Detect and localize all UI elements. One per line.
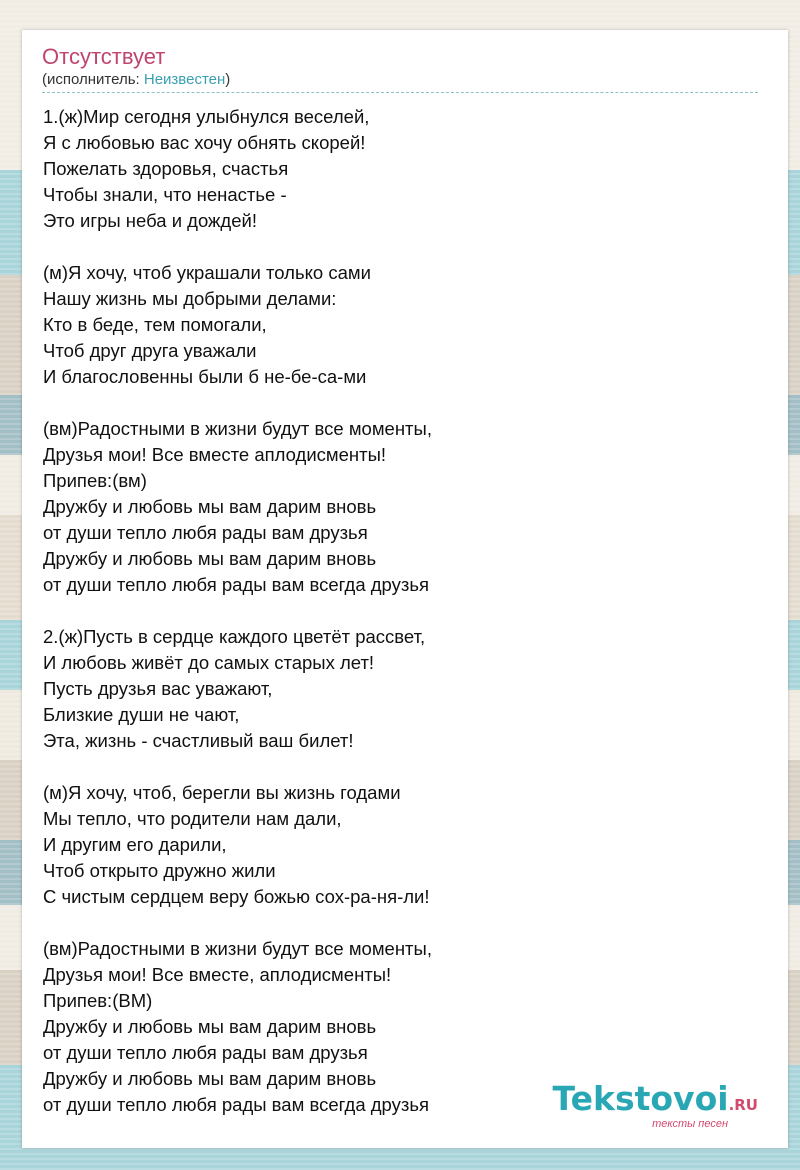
lyric-line: Чтоб друг друга уважали [43, 340, 257, 361]
lyrics-sheet [22, 30, 788, 1148]
lyric-line: Близкие души не чают, [43, 704, 240, 725]
lyric-line: Я с любовью вас хочу обнять скорей! [43, 132, 366, 153]
logo-tagline: тексты песен [652, 1118, 728, 1130]
stanza-gap [43, 234, 763, 260]
artist-link[interactable]: Неизвестен [143, 71, 226, 88]
lyric-line: Дружбу и любовь мы вам дарим вновь [43, 548, 377, 569]
stanza-gap [43, 390, 763, 416]
site-logo[interactable] [552, 1079, 758, 1130]
lyric-line: Пусть друзья вас уважают, [43, 678, 273, 699]
lyric-line: И другим его дарили, [43, 834, 227, 855]
artist-line [42, 70, 758, 93]
lyric-line: И любовь живёт до самых старых лет! [43, 652, 375, 673]
lyric-line: (вм)Радостными в жизни будут все моменты, [43, 418, 432, 439]
lyric-line: Припев:(вм) [43, 470, 147, 491]
lyric-line: Это игры неба и дождей! [43, 210, 257, 231]
lyric-line: (м)Я хочу, чтоб, берегли вы жизнь годами [43, 782, 401, 803]
lyric-line: С чистым сердцем веру божью сох-ра-ня-ли! [43, 886, 430, 907]
lyric-line: Чтобы знали, что ненастье - [43, 184, 287, 205]
logo-name: Tekstovoi [552, 1079, 729, 1118]
lyric-line: Друзья мои! Все вместе, аплодисменты! [43, 964, 392, 985]
lyric-line: Друзья мои! Все вместе аплодисменты! [43, 444, 387, 465]
lyric-line: Дружбу и любовь мы вам дарим вновь [43, 1068, 377, 1089]
lyric-line: Нашу жизнь мы добрыми делами: [43, 288, 337, 309]
song-header [42, 44, 758, 93]
lyric-line: от души тепло любя рады вам всегда друзья [43, 574, 430, 595]
lyrics-body [43, 104, 763, 1118]
lyric-line: Эта, жизнь - счастливый ваш билет! [43, 730, 354, 751]
lyric-line: от души тепло любя рады вам всегда друзья [43, 1094, 430, 1115]
logo-wordmark [552, 1079, 758, 1122]
lyric-line: И благословенны были б не-бе-са-ми [43, 366, 367, 387]
artist-suffix: ) [225, 71, 231, 88]
stanza-gap [43, 910, 763, 936]
lyric-line: Мы тепло, что родители нам дали, [43, 808, 342, 829]
lyric-line: Кто в беде, тем помогали, [43, 314, 267, 335]
lyric-line: (м)Я хочу, чтоб украшали только сами [43, 262, 371, 283]
lyric-line: Припев:(ВМ) [43, 990, 153, 1011]
song-title: Отсутствует [42, 44, 166, 69]
lyric-line: от души тепло любя рады вам друзья [43, 1042, 368, 1063]
lyric-line: Дружбу и любовь мы вам дарим вновь [43, 1016, 377, 1037]
stanza-gap [43, 754, 763, 780]
lyric-line: 2.(ж)Пусть в сердце каждого цветёт рассвет, [43, 626, 426, 647]
lyric-line: (вм)Радостными в жизни будут все моменты, [43, 938, 432, 959]
logo-tld: .RU [728, 1096, 758, 1114]
lyric-line: от души тепло любя рады вам друзья [43, 522, 368, 543]
lyric-line: Дружбу и любовь мы вам дарим вновь [43, 496, 377, 517]
lyric-line: Пожелать здоровья, счастья [43, 158, 289, 179]
lyric-line: 1.(ж)Мир сегодня улыбнулся веселей, [43, 106, 370, 127]
artist-prefix: (исполнитель: [42, 71, 144, 88]
lyric-line: Чтоб открыто дружно жили [43, 860, 276, 881]
stanza-gap [43, 598, 763, 624]
